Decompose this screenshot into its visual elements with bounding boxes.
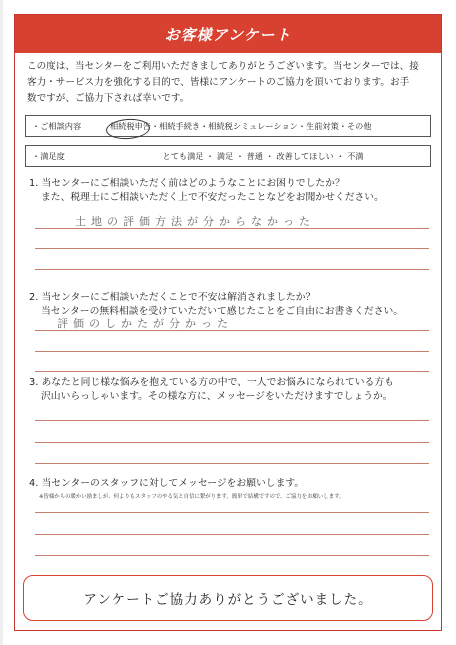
answer-4-line [35,534,429,535]
intro-text [27,59,431,107]
scan-edge [0,0,3,645]
answer-1-line [35,269,429,270]
question-2-line-2: 当センターの無料相談を受けていただいて感じたことをご自由にお書きください。 [41,306,404,317]
answer-1-line [35,228,429,229]
question-1-line-2: また、税理士にご相談いただく上で不安だったことなどをお聞かせください。 [41,192,384,203]
answer-3-line [35,463,429,464]
answer-4-line [35,512,429,513]
intro-line-2: 客力・サービス力を強化する目的で、皆様にアンケートのご協力を頂いております。お手 [27,77,410,88]
question-1-line-1: 1. 当センターにご相談いただく前はどのようなことにお困りでしたか？ [29,178,345,189]
intro-line-1: この度は、当センターをご利用いただきましてありがとうございます。当センターでは、接 [27,61,419,72]
satisfaction-options: とても満足 ・ 満足 ・ 普通 ・ 改善してほしい ・ 不満 [162,150,364,161]
question-2-line-1: 2. 当センターにご相談いただくことで不安は解消されましたか？ [29,292,316,303]
survey-header [15,15,441,53]
consultation-label: ・ご相談内容 [32,120,82,131]
consultation-field [25,115,431,137]
question-4-line-1: 4. 当センターのスタッフに対してメッセージをお願いします。 [29,478,305,489]
closing-message: アンケートご協力ありがとうございました。 [83,592,373,608]
satisfaction-field [25,145,431,167]
answer-2-line [35,330,429,331]
question-4-note: ※皆様からの暖かい励ましが、何よりもスタッフのやる気と自信に繋がります。簡単で結構ですので、ご協力をお願いします。 [39,494,345,500]
consultation-options [110,121,430,132]
answer-1-handwriting[interactable]: 土地の評価方法が分からなかった [75,215,315,228]
survey-title: お客様アンケート [164,25,292,44]
answer-4-line [35,555,429,556]
question-3-line-1: 3. あなたと同じ様な悩みを抱えている方の中で、一人でお悩みになられている方も [29,377,394,388]
question-4 [29,477,425,491]
intro-line-3: 数ですが、ご協力下されば幸いです。 [27,93,190,104]
survey-sheet [14,14,442,631]
question-3 [29,376,425,404]
answer-2-handwriting[interactable]: 評価のしかたが分かった [57,317,233,330]
answer-3-line [35,442,429,443]
question-1 [29,177,425,205]
answer-3-line [35,420,429,421]
consultation-options-text: 相続税申告・相続手続き・相続税シミュレーション・生前対策・その他 [110,120,372,131]
closing-box [23,575,433,621]
answer-2-line [35,371,429,372]
question-3-line-2: 沢山いらっしゃいます。その様な方に、メッセージをいただけますでしょうか。 [41,391,393,402]
answer-1-line [35,248,429,249]
answer-2-line [35,351,429,352]
satisfaction-label: ・満足度 [32,150,65,161]
